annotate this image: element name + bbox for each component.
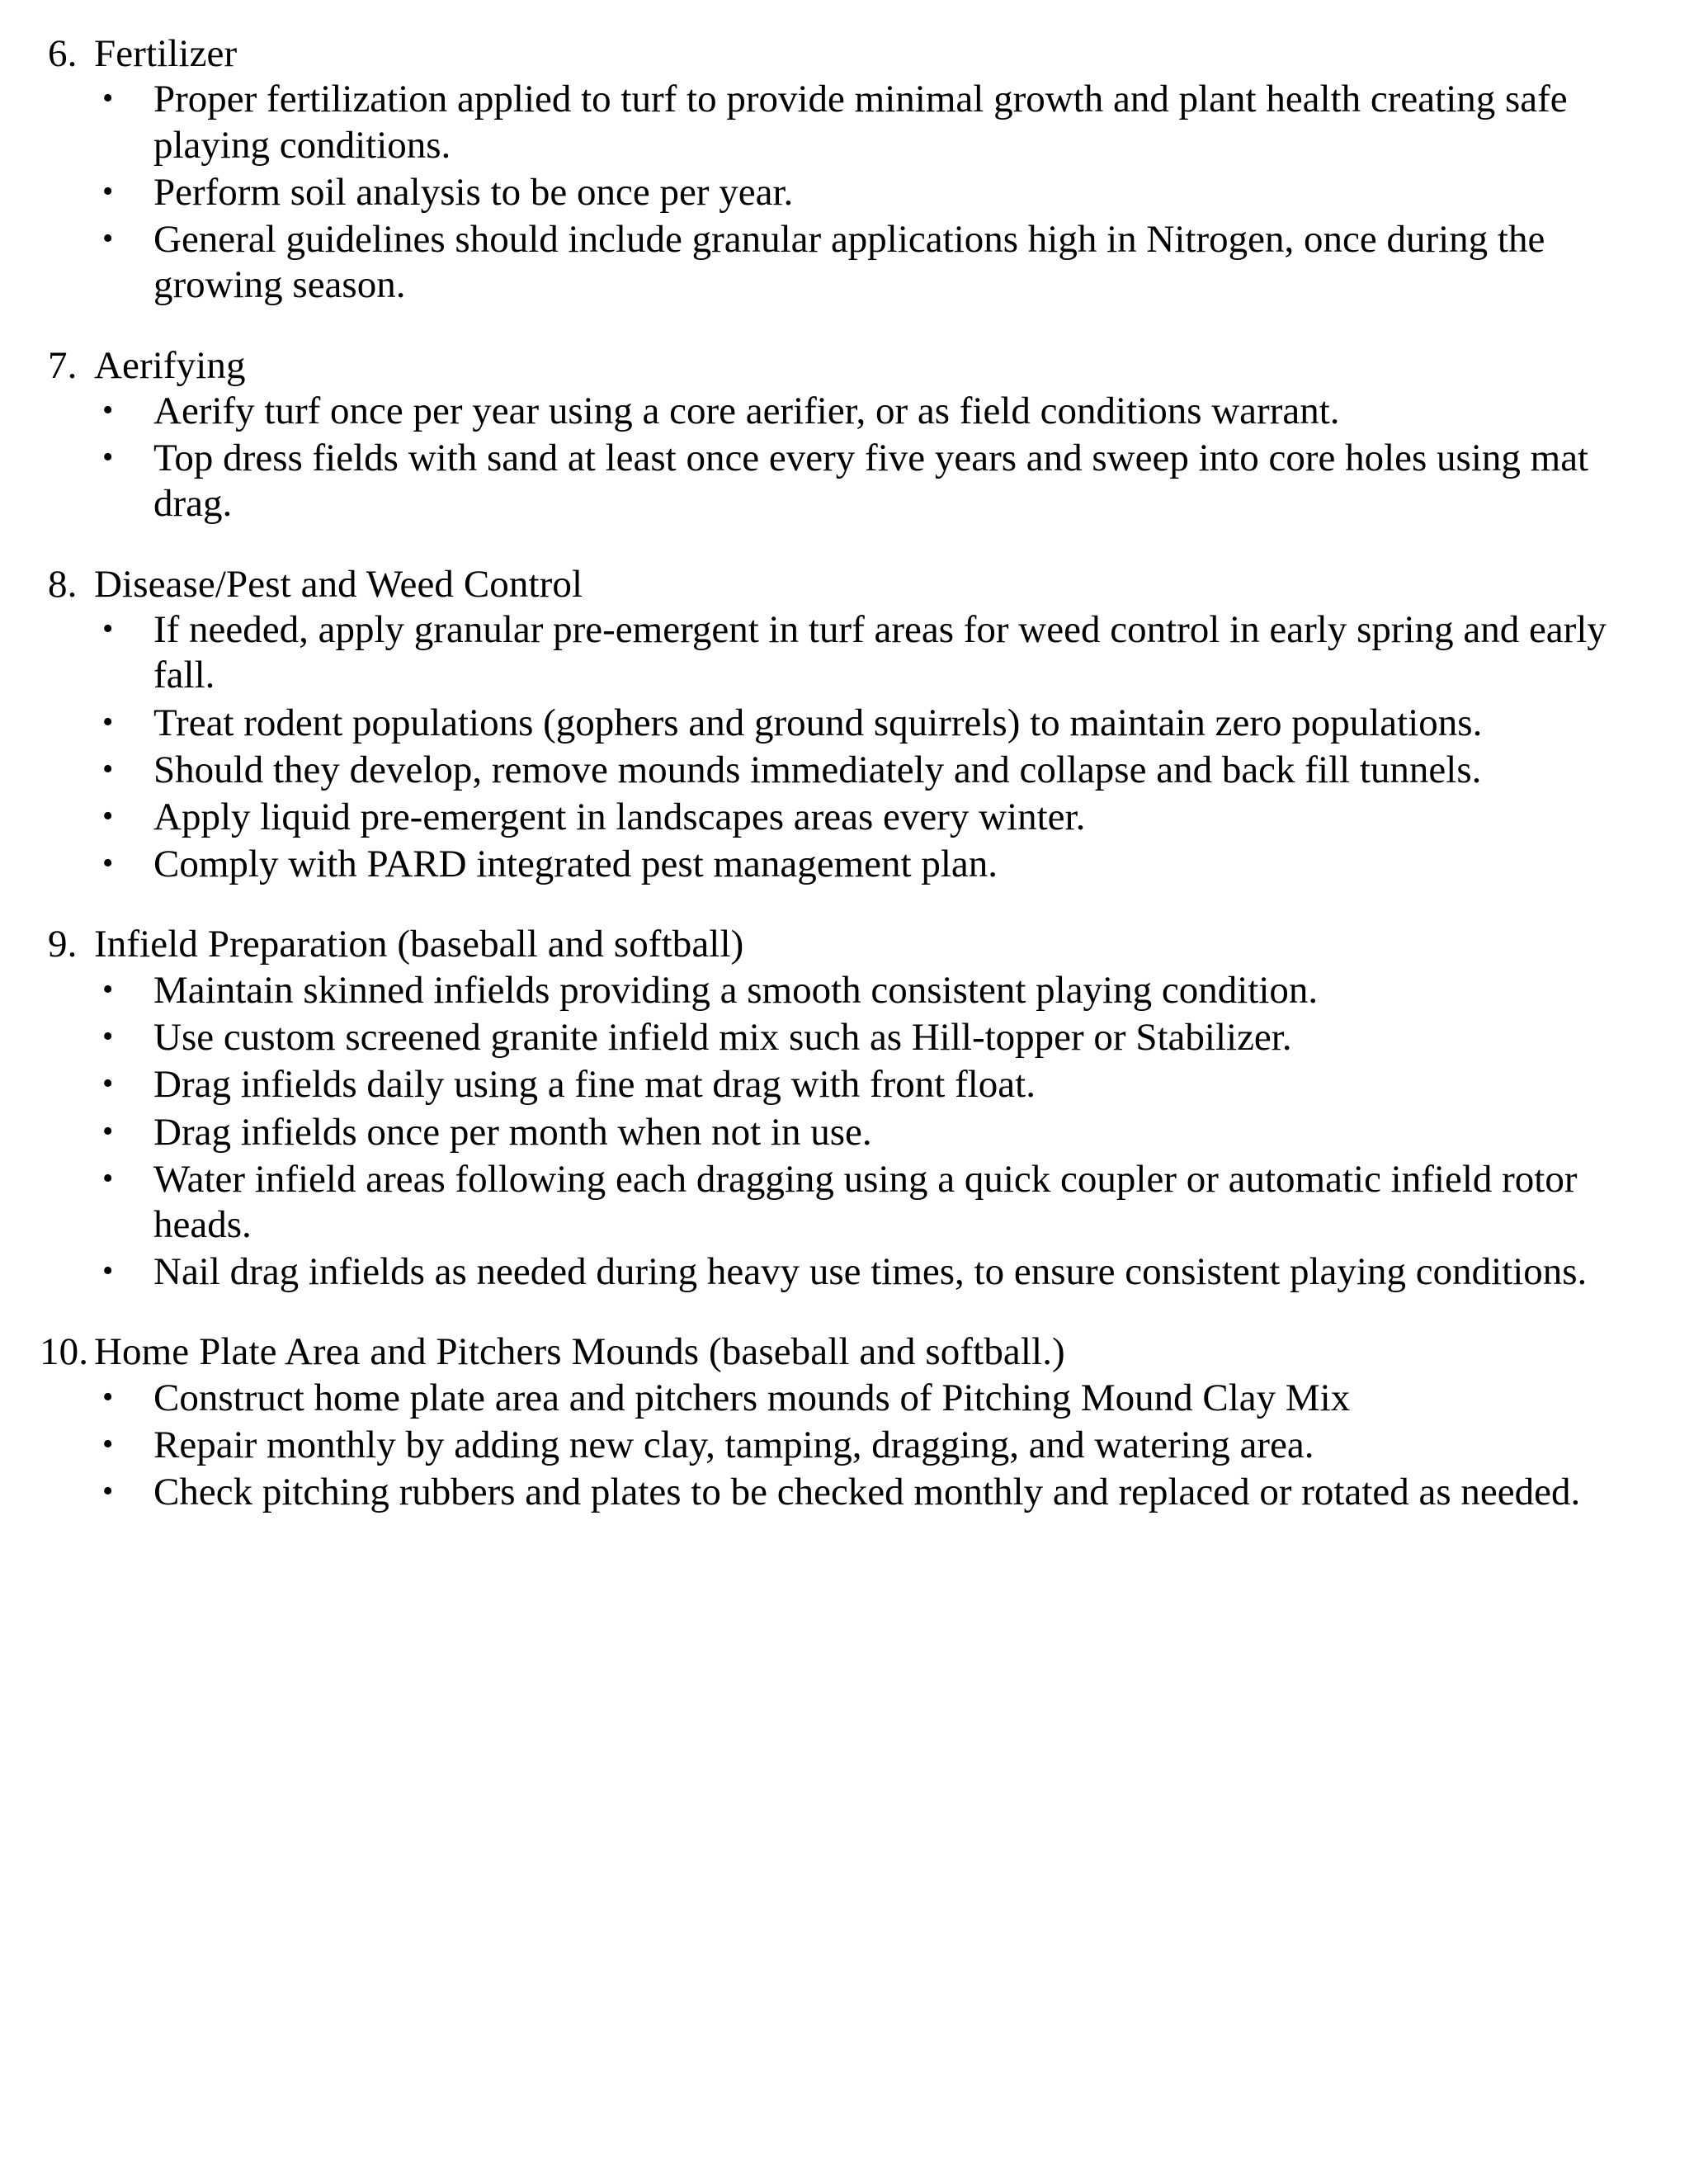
bullet-text: Top dress fields with sand at least once every five years and sweep into core holes using mat drag. (153, 437, 1589, 526)
outline-section (40, 922, 1630, 1295)
bullet-item (40, 748, 1630, 793)
section-heading (40, 562, 1630, 607)
section-heading (40, 922, 1630, 967)
bullet-text: Treat rodent populations (gophers and ground squirrels) to maintain zero populations. (153, 701, 1483, 744)
bullet-item (40, 1376, 1630, 1421)
bullet-dot-icon: • (102, 1379, 114, 1414)
bullet-dot-icon: • (102, 393, 114, 427)
bullet-dot-icon: • (102, 81, 114, 116)
bullet-text: General guidelines should include granular applications high in Nitrogen, once during the growing season. (153, 218, 1545, 307)
bullet-text: Maintain skinned infields providing a smooth consistent playing condition. (153, 968, 1319, 1012)
outline-section (40, 562, 1630, 888)
bullet-item (40, 436, 1630, 526)
section-title: Infield Preparation (baseball and softball) (94, 923, 744, 966)
bullet-dot-icon: • (102, 173, 114, 209)
section-number: 9. (48, 923, 78, 966)
bullet-item (40, 968, 1630, 1013)
section-heading (40, 31, 1630, 77)
bullet-text: Construct home plate area and pitchers mounds of Pitching Mound Clay Mix (153, 1376, 1351, 1419)
bullet-item (40, 795, 1630, 840)
bullet-text: Drag infields daily using a fine mat drag with front float. (153, 1063, 1036, 1107)
bullet-text: Proper fertilization applied to turf to provide minimal growth and plant health creating safe playing conditions. (153, 78, 1568, 167)
section-number: 8. (48, 562, 78, 606)
bullet-text: Aerify turf once per year using a core aerifier, or as field conditions warrant. (153, 390, 1340, 432)
bullet-dot-icon: • (102, 1019, 114, 1055)
section-title: Disease/Pest and Weed Control (94, 562, 583, 606)
bullet-dot-icon: • (102, 1160, 114, 1196)
bullet-item (40, 1470, 1630, 1515)
bullet-dot-icon: • (102, 1066, 114, 1102)
bullet-text: Use custom screened granite infield mix such as Hill-topper or Stabilizer. (153, 1016, 1292, 1060)
bullet-text: Repair monthly by adding new clay, tamping, dragging, and watering area. (153, 1424, 1314, 1467)
bullet-list (40, 389, 1630, 527)
section-number: 6. (48, 32, 78, 75)
section-number: 7. (48, 343, 78, 387)
bullet-dot-icon: • (102, 1254, 114, 1289)
section-heading (40, 343, 1630, 389)
bullet-dot-icon: • (102, 440, 114, 475)
bullet-dot-icon: • (102, 751, 114, 786)
outline-section (40, 343, 1630, 527)
bullet-dot-icon: • (102, 846, 114, 881)
bullet-item (40, 1062, 1630, 1107)
bullet-dot-icon: • (102, 971, 114, 1007)
bullet-item (40, 389, 1630, 434)
bullet-text: Should they develop, remove mounds immediately and collapse and back fill tunnels. (153, 748, 1482, 791)
bullet-text: Perform soil analysis to be once per year. (153, 170, 794, 214)
bullet-dot-icon: • (102, 1113, 114, 1149)
section-title: Home Plate Area and Pitchers Mounds (baseball and softball.) (94, 1330, 1065, 1374)
outline-section (40, 31, 1630, 309)
section-title: Fertilizer (94, 32, 238, 75)
bullet-item (40, 1110, 1630, 1155)
bullet-dot-icon: • (102, 611, 114, 647)
bullet-text: Nail drag infields as needed during heavy use times, to ensure consistent playing conditions. (153, 1250, 1588, 1294)
bullet-item (40, 1015, 1630, 1060)
bullet-list (40, 1376, 1630, 1516)
outline-section (40, 1329, 1630, 1515)
bullet-item (40, 701, 1630, 746)
bullet-item (40, 607, 1630, 698)
bullet-list (40, 77, 1630, 308)
bullet-item (40, 842, 1630, 887)
bullet-text: Check pitching rubbers and plates to be checked monthly and replaced or rotated as needed. (153, 1471, 1581, 1514)
bullet-text: Water infield areas following each dragging using a quick coupler or automatic infield rotor heads. (153, 1157, 1578, 1246)
bullet-dot-icon: • (102, 704, 114, 739)
bullet-item (40, 170, 1630, 215)
bullet-dot-icon: • (102, 1474, 114, 1509)
bullet-item (40, 1157, 1630, 1248)
bullet-dot-icon: • (102, 1427, 114, 1462)
bullet-text: If needed, apply granular pre-emergent in turf areas for weed control in early spring and early fall. (153, 608, 1607, 697)
bullet-item (40, 1423, 1630, 1468)
bullet-item (40, 1249, 1630, 1295)
bullet-list (40, 607, 1630, 887)
bullet-list (40, 968, 1630, 1296)
bullet-dot-icon: • (102, 798, 114, 833)
bullet-item (40, 217, 1630, 308)
section-number: 10. (40, 1330, 89, 1374)
section-heading (40, 1329, 1630, 1375)
bullet-text: Drag infields once per month when not in use. (153, 1110, 872, 1154)
bullet-item (40, 77, 1630, 168)
outline-list (40, 31, 1630, 1516)
section-title: Aerifying (94, 343, 246, 387)
bullet-text: Comply with PARD integrated pest management plan. (153, 843, 998, 886)
bullet-text: Apply liquid pre-emergent in landscapes areas every winter. (153, 795, 1086, 838)
bullet-dot-icon: • (102, 221, 114, 257)
